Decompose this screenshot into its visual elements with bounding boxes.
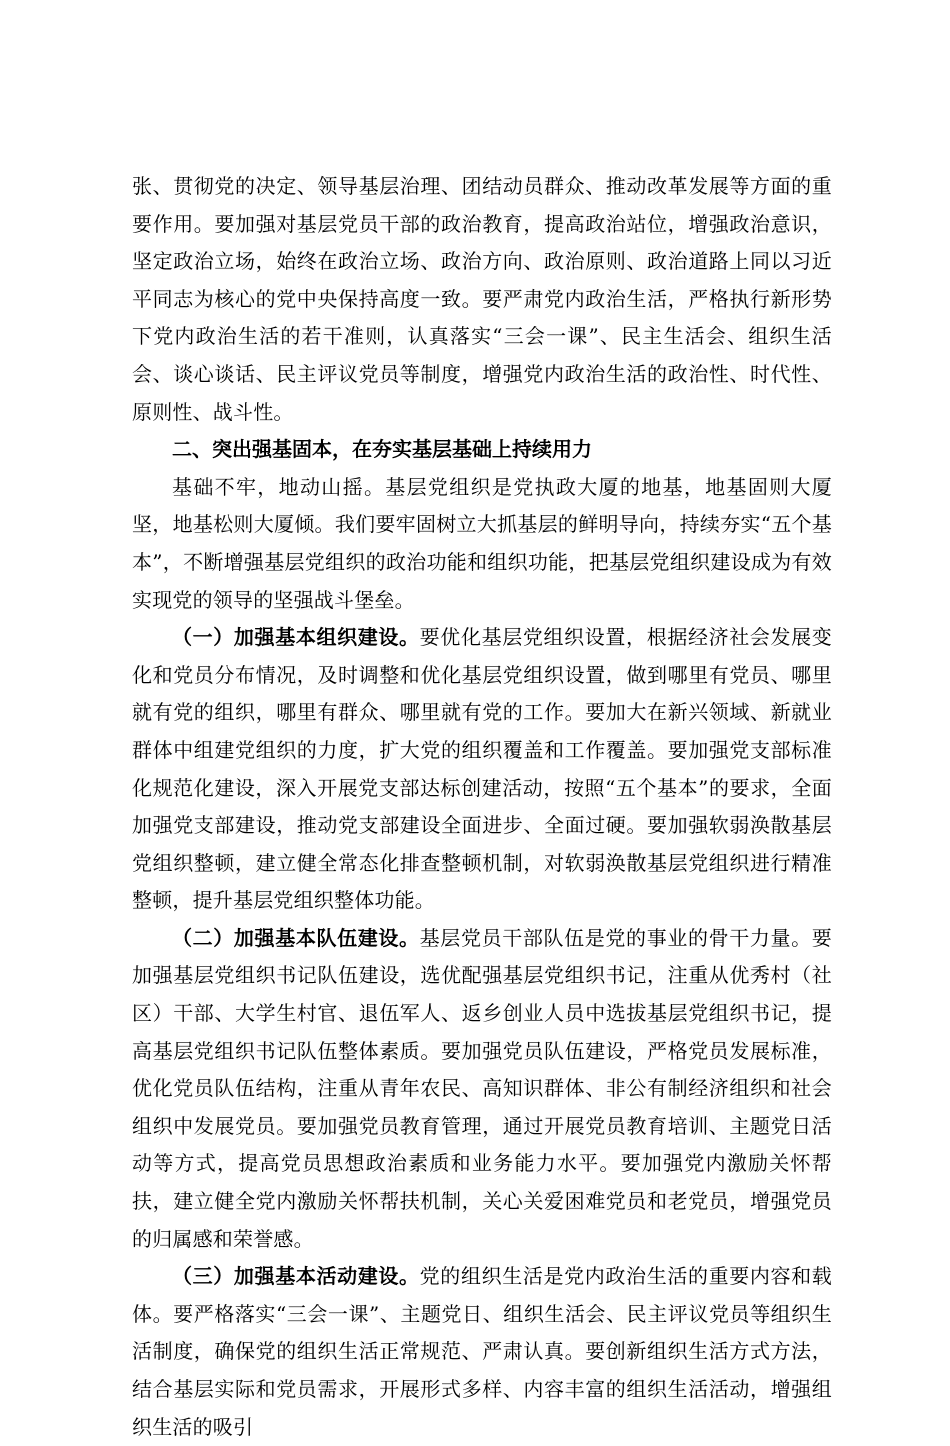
subheading-activity: （三）加强基本活动建设。 [172, 1264, 420, 1289]
paragraph-intro: 基础不牢，地动山摇。基层党组织是党执政大厦的地基，地基固则大厦坚，地基松则大厦倾。我们要牢固树立大抓基层的鲜明导向，持续夯实“五个基本”，不断增强基层党组织的政治功能和组织功能，把基层党组织建设成为有效实现党的领导的坚强战斗堡垒。 [132, 474, 832, 612]
paragraph-activity [132, 1258, 832, 1446]
subheading-team: （二）加强基本队伍建设。 [172, 925, 420, 950]
paragraph-team-text: 基层党员干部队伍是党的事业的骨干力量。要加强基层党组织书记队伍建设，选优配强基层党组织书记，注重从优秀村（社区）干部、大学生村官、退伍军人、返乡创业人员中选拔基层党组织书记，提高基层党组织书记队伍整体素质。要加强党员队伍建设，严格党员发展标准，优化党员队伍结构，注重从青年农民、高知识群体、非公有制经济组织和社会组织中发展党员。要加强党员教育管理，通过开展党员教育培训、主题党日活动等方式，提高党员思想政治素质和业务能力水平。要加强党内激励关怀帮扶，建立健全党内激励关怀帮扶机制，关心关爱困难党员和老党员，增强党员的归属感和荣誉感。 [132, 925, 833, 1251]
paragraph-continuation: 张、贯彻党的决定、领导基层治理、团结动员群众、推动改革发展等方面的重要作用。要加强对基层党员干部的政治教育，提高政治站位，增强政治意识，坚定政治立场，始终在政治立场、政治方向、政治原则、政治道路上同以习近平同志为核心的党中央保持高度一致。要严肃党内政治生活，严格执行新形势下党内政治生活的若干准则，认真落实“三会一课”、民主生活会、组织生活会、谈心谈话、民主评议党员等制度，增强党内政治生活的政治性、时代性、原则性、战斗性。 [132, 174, 832, 424]
paragraph-team [132, 920, 832, 1258]
paragraph-organization-text: 要优化基层党组织设置，根据经济社会发展变化和党员分布情况，及时调整和优化基层党组织设置，做到哪里有党员、哪里就有党的组织，哪里有群众、哪里就有党的工作。要加大在新兴领域、新就业群体中组建党组织的力度，扩大党的组织覆盖和工作覆盖。要加强党支部标准化规范化建设，深入开展党支部达标创建活动，按照“五个基本”的要求，全面加强党支部建设，推动党支部建设全面进步、全面过硬。要加强软弱涣散基层党组织整顿，建立健全常态化排查整顿机制，对软弱涣散基层党组织进行精准整顿，提升基层党组织整体功能。 [132, 625, 833, 913]
subheading-organization: （一）加强基本组织建设。 [172, 625, 420, 650]
paragraph-organization [132, 619, 832, 920]
section-heading: 二、突出强基固本，在夯实基层基础上持续用力 [172, 437, 592, 462]
document-body [132, 168, 832, 1446]
paragraph-activity-text: 党的组织生活是党内政治生活的重要内容和载体。要严格落实“三会一课”、主题党日、组织生活会、民主评议党员等组织生活制度，确保党的组织生活正常规范、严肃认真。要创新组织生活方式方法，结合基层实际和党员需求，开展形式多样、内容丰富的组织生活活动，增强组织生活的吸引 [132, 1264, 833, 1439]
